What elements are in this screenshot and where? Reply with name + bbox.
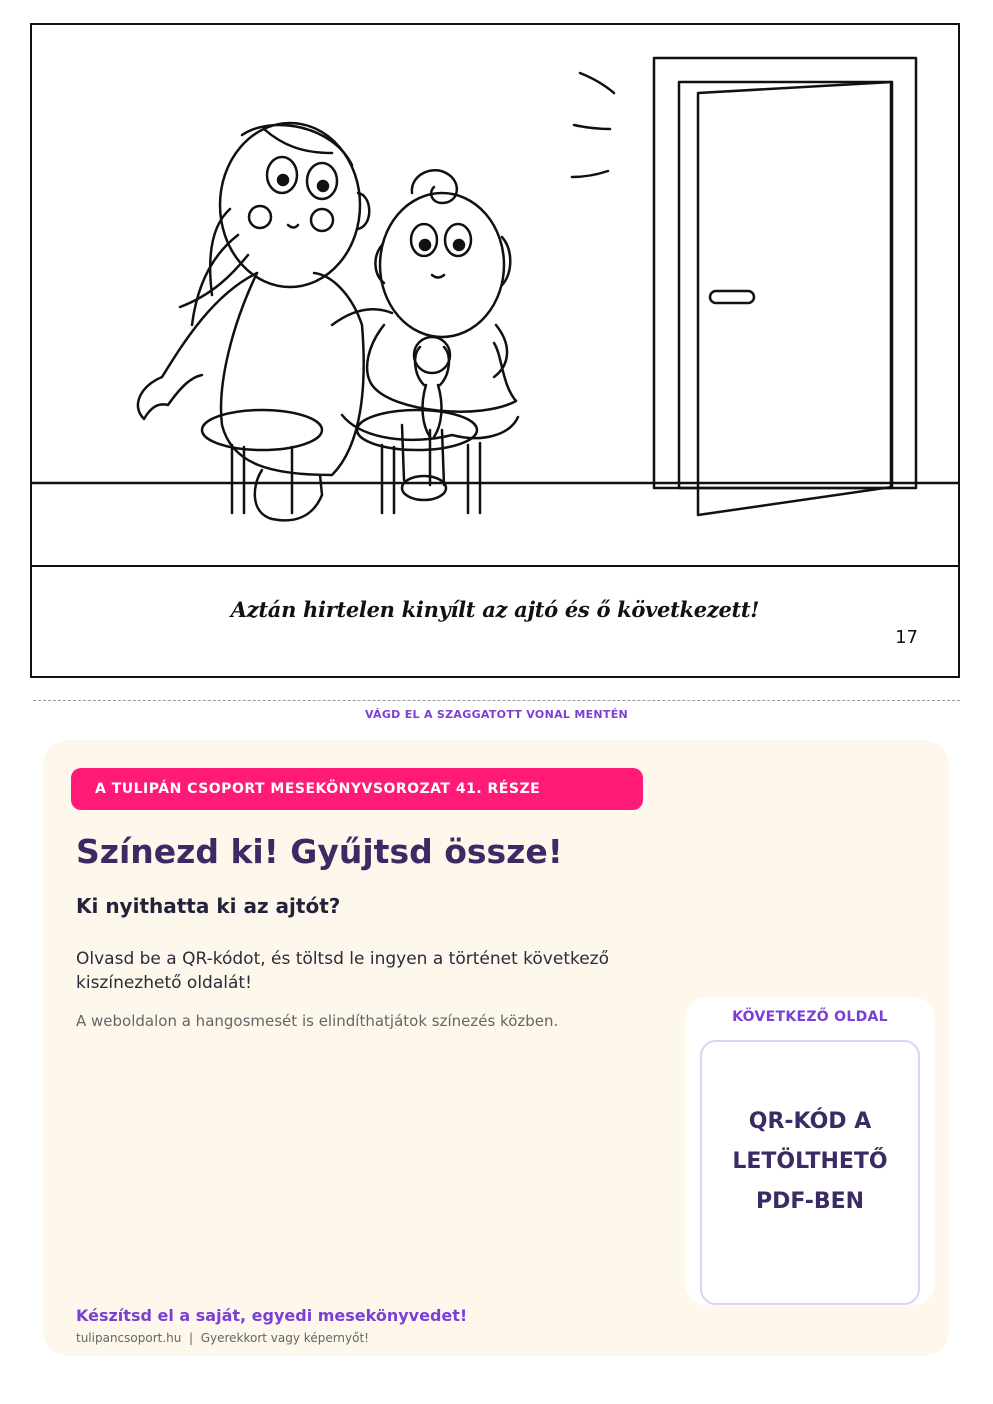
instruction-text: Olvasd be a QR-kódot, és töltsd le ingyen a történet következő kiszínezhető oldalát! [76, 949, 610, 993]
footer [76, 1331, 369, 1345]
page-title: Színezd ki! Gyűjtsd össze! [76, 832, 563, 871]
coloring-page-frame [30, 23, 960, 678]
door [654, 58, 916, 515]
page-number: 17 [895, 627, 918, 648]
qr-code-placeholder[interactable] [700, 1040, 920, 1305]
motion-lines [572, 73, 614, 177]
story-caption: Aztán hirtelen kinyílt az ajtó és ő következett! [230, 597, 760, 622]
adult-character [138, 123, 392, 520]
info-card [43, 740, 949, 1356]
qr-panel-label: KÖVETKEZŐ OLDAL [732, 1009, 888, 1025]
caption-strip [32, 565, 958, 678]
coloring-illustration [32, 25, 958, 565]
footer-site-link[interactable]: tulipancsoport.hu [76, 1331, 182, 1345]
question-subtitle: Ki nyithatta ki az ajtót? [76, 894, 341, 918]
qr-placeholder-line-2: LETÖLTHETŐ [732, 1149, 888, 1174]
cut-instruction: VÁGD EL A SZAGGATOTT VONAL MENTÉN [364, 708, 629, 721]
footer-separator: | [189, 1331, 194, 1345]
qr-placeholder-line-1: QR-KÓD A [748, 1109, 872, 1134]
qr-placeholder-text [702, 1102, 918, 1222]
qr-panel [685, 997, 935, 1305]
footer-tagline: Gyerekkort vagy képernyőt! [200, 1331, 369, 1345]
cut-line [33, 700, 960, 701]
qr-placeholder-line-3: PDF-BEN [755, 1189, 865, 1214]
call-to-action: Készítsd el a saját, egyedi mesekönyvedet! [76, 1306, 468, 1325]
audio-note: A weboldalon a hangosmesét is elindíthatjátok színezés közben. [76, 1012, 559, 1030]
series-banner: A TULIPÁN CSOPORT MESEKÖNYVSOROZAT 41. RÉSZE [71, 768, 643, 810]
